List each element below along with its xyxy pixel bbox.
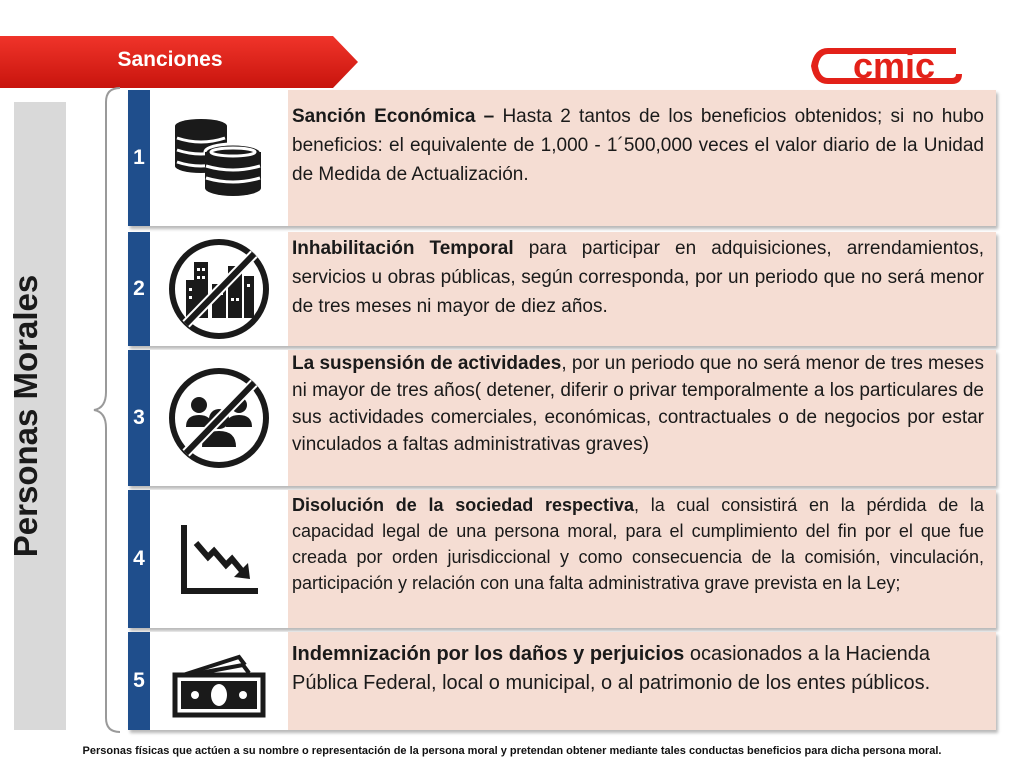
sanction-title: Disolución de la sociedad respectiva bbox=[292, 495, 635, 515]
logo-text: cmic bbox=[852, 45, 936, 86]
row-number: 1 bbox=[128, 90, 150, 226]
sanction-title: Inhabilitación Temporal bbox=[292, 238, 514, 259]
sanction-text-cell bbox=[288, 350, 996, 486]
brace-bracket bbox=[88, 86, 128, 734]
sanction-text-cell bbox=[288, 232, 996, 346]
sanction-text-cell bbox=[288, 90, 996, 226]
footer-note: Personas físicas que actúen a su nombre o representación de la persona moral y pretendan obtener mediante tales conductas beneficios para dicha persona moral. bbox=[82, 745, 942, 757]
declining-chart-icon bbox=[150, 490, 288, 628]
sanction-row bbox=[128, 350, 996, 486]
sanction-row bbox=[128, 90, 996, 226]
sanction-body: Hasta 2 tantos de los beneficios obtenidos; si no hubo beneficios: el equivalente de 1,000 - 1´500,000 veces el valor diario de la Unidad de Medida de Actualización. bbox=[292, 106, 984, 185]
cmic-logo bbox=[806, 38, 966, 94]
header-banner bbox=[0, 36, 360, 88]
no-people-icon bbox=[150, 350, 288, 486]
sanction-body: , la cual consistirá en la pérdida de la capacidad legal de una persona moral, para el cumplimiento del fin por el que fue creada por orden jurisdiccional y como consecuencia de la comisión, vinculación, participación y relación con una falta administrativa grave prevista en la Ley; bbox=[292, 495, 984, 593]
sanction-row bbox=[128, 490, 996, 628]
sanction-description bbox=[292, 640, 984, 698]
sanction-body: , por un periodo que no será menor de tres meses ni mayor de tres años( detener, diferir o privar temporalmente a los particulares de sus actividades comerciales, económicas, contractuales o de negocios por estar vinculados a faltas administrativas graves) bbox=[292, 353, 984, 455]
banknotes-icon bbox=[150, 632, 288, 730]
sanction-description bbox=[292, 234, 984, 321]
sanction-description bbox=[292, 350, 984, 458]
sanction-title: Sanción Económica – bbox=[292, 106, 495, 127]
sanction-text-cell bbox=[288, 490, 996, 628]
coins-icon bbox=[150, 90, 288, 226]
sanction-body: ocasionados a la Hacienda Pública Federal, local o municipal, o al patrimonio de los entes públicos. bbox=[292, 643, 931, 694]
sanction-title: La suspensión de actividades bbox=[292, 353, 562, 374]
row-number: 5 bbox=[128, 632, 150, 730]
sanction-row bbox=[128, 632, 996, 730]
sanction-row bbox=[128, 232, 996, 346]
sanction-description bbox=[292, 492, 984, 596]
row-number: 3 bbox=[128, 350, 150, 486]
row-number: 2 bbox=[128, 232, 150, 346]
side-label-text: Personas Morales bbox=[7, 274, 44, 558]
sanction-description bbox=[292, 102, 984, 189]
no-buildings-icon bbox=[150, 232, 288, 346]
sanction-text-cell bbox=[288, 632, 996, 730]
sanction-body: para participar en adquisiciones, arrendamientos, servicios u obras públicas, según corresponda, por un periodo que no será menor de tres meses ni mayor de diez años. bbox=[292, 238, 985, 317]
row-number: 4 bbox=[128, 490, 150, 628]
sanction-title: Indemnización por los daños y perjuicios bbox=[292, 643, 685, 665]
page-title: Sanciones bbox=[117, 48, 223, 71]
